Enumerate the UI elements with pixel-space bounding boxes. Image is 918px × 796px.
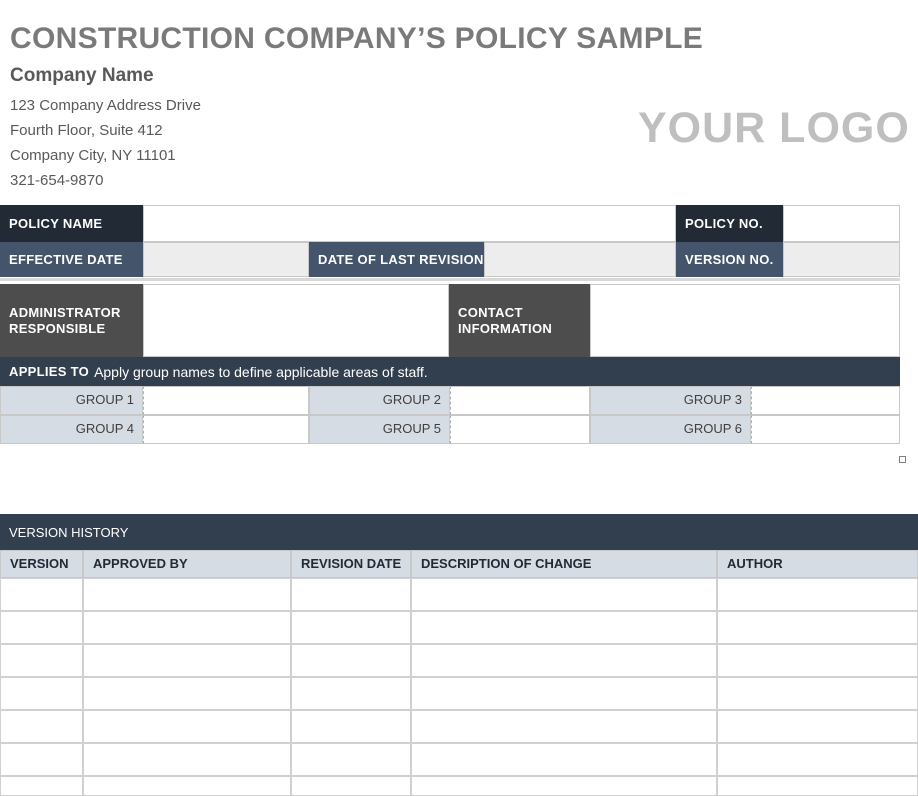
table-cell[interactable] [0,611,83,644]
table-cell[interactable] [717,743,918,776]
policy-name-field[interactable] [143,205,676,242]
table-cell[interactable] [291,776,411,796]
group-1-field[interactable] [143,386,309,415]
group-3-field[interactable] [751,386,900,415]
last-revision-label: DATE OF LAST REVISION [309,242,484,277]
table-cell[interactable] [0,776,83,796]
administrator-label-text: ADMINISTRATOR RESPONSIBLE [9,304,121,336]
group-1-label: GROUP 1 [0,386,143,415]
page-title: CONSTRUCTION COMPANY’S POLICY SAMPLE [10,22,704,55]
table-cell[interactable] [411,578,717,611]
group-4-field[interactable] [143,415,309,444]
policy-no-field[interactable] [783,205,900,242]
group-6-label: GROUP 6 [590,415,751,444]
table-cell[interactable] [411,644,717,677]
version-no-label: VERSION NO. [676,242,783,277]
table-cell[interactable] [0,710,83,743]
column-header-author: AUTHOR [717,550,918,578]
table-cell[interactable] [83,611,291,644]
group-5-label: GROUP 5 [309,415,450,444]
resize-handle[interactable] [899,456,906,463]
group-3-label: GROUP 3 [590,386,751,415]
table-cell[interactable] [291,677,411,710]
version-no-field[interactable] [783,242,900,277]
applies-to-text: Apply group names to define applicable areas of staff. [94,363,428,380]
table-cell[interactable] [411,743,717,776]
applies-to-bar [0,357,900,386]
administrator-field[interactable] [143,284,449,357]
contact-label [449,284,590,357]
table-cell[interactable] [291,644,411,677]
group-5-field[interactable] [450,415,590,444]
table-cell[interactable] [717,710,918,743]
table-cell[interactable] [717,644,918,677]
table-cell[interactable] [0,677,83,710]
group-4-label: GROUP 4 [0,415,143,444]
table-cell[interactable] [83,677,291,710]
column-header-approved-by: APPROVED BY [83,550,291,578]
logo-placeholder: YOUR LOGO [638,104,910,152]
effective-date-label: EFFECTIVE DATE [0,242,143,277]
contact-field[interactable] [590,284,900,357]
table-cell[interactable] [411,677,717,710]
effective-date-field[interactable] [143,242,309,277]
address-line-3: Company City, NY 11101 [10,147,176,164]
table-cell[interactable] [717,776,918,796]
table-cell[interactable] [411,611,717,644]
group-6-field[interactable] [751,415,900,444]
column-header-description: DESCRIPTION OF CHANGE [411,550,717,578]
table-cell[interactable] [83,743,291,776]
table-cell[interactable] [291,578,411,611]
address-line-1: 123 Company Address Drive [10,97,201,114]
address-line-2: Fourth Floor, Suite 412 [10,122,163,139]
column-header-version: VERSION [0,550,83,578]
table-cell[interactable] [0,578,83,611]
table-cell[interactable] [83,710,291,743]
column-header-revision-date: REVISION DATE [291,550,411,578]
table-cell[interactable] [83,776,291,796]
applies-to-label: APPLIES TO [9,364,90,379]
table-cell[interactable] [291,710,411,743]
section-divider [0,278,900,281]
table-cell[interactable] [83,578,291,611]
table-cell[interactable] [411,776,717,796]
phone-number: 321-654-9870 [10,172,104,189]
table-cell[interactable] [0,743,83,776]
table-cell[interactable] [717,611,918,644]
table-cell[interactable] [717,578,918,611]
group-2-field[interactable] [450,386,590,415]
table-cell[interactable] [717,677,918,710]
company-name: Company Name [10,65,154,86]
last-revision-field[interactable] [484,242,676,277]
administrator-label [0,284,143,357]
table-cell[interactable] [291,611,411,644]
group-2-label: GROUP 2 [309,386,450,415]
contact-label-text: CONTACT INFORMATION [458,304,553,336]
table-cell[interactable] [291,743,411,776]
table-cell[interactable] [83,644,291,677]
version-history-title: VERSION HISTORY [0,514,918,550]
policy-no-label: POLICY NO. [676,205,783,242]
policy-name-label: POLICY NAME [0,205,143,242]
table-cell[interactable] [411,710,717,743]
table-cell[interactable] [0,644,83,677]
